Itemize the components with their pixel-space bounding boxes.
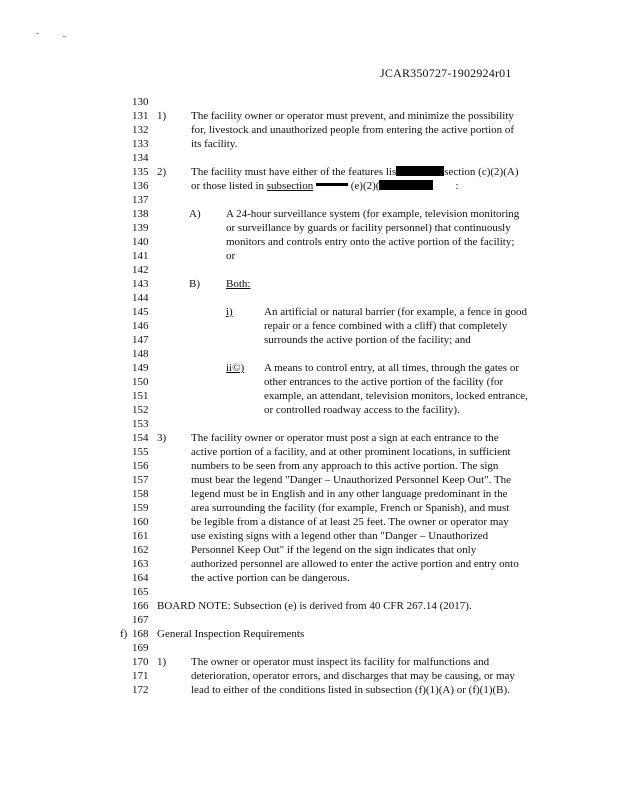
line-number: 132: [132, 124, 149, 136]
line-number: 141: [132, 250, 149, 262]
line-number: 170: [132, 656, 149, 668]
line-number: 163: [132, 558, 149, 570]
line-number: 171: [132, 670, 149, 682]
item-1-line: The facility owner or operator must prevent, and minimize the possibility: [191, 110, 514, 122]
line-number: 153: [132, 418, 149, 430]
line-number: 142: [132, 264, 149, 276]
line-number: 172: [132, 684, 149, 696]
section-f-title: General Inspection Requirements: [157, 628, 305, 640]
item-f1-line: The owner or operator must inspect its facility for malfunctions and: [191, 656, 490, 668]
line-number: 162: [132, 544, 149, 556]
line-number: 143: [132, 278, 149, 290]
item-1-line: for, livestock and unauthorized people from entering the active portion of: [191, 124, 515, 136]
line-number: 131: [132, 110, 149, 122]
item-2-text: (e)(2)(: [350, 180, 380, 192]
item-3-line: Personnel Keep Out" if the legend on the sign indicates that only: [191, 544, 477, 556]
line-number: 146: [132, 320, 149, 332]
item-a-line: or surveillance by guards or facility personnel) that continuously: [226, 222, 511, 234]
item-3-line: authorized personnel are allowed to enter the active portion and entry onto: [191, 558, 519, 570]
line-number: 144: [132, 292, 149, 304]
item-2-line-2: [191, 180, 459, 192]
item-a-line: A 24-hour surveillance system (for example, television monitoring: [226, 208, 520, 220]
item-f1-line: lead to either of the conditions listed in subsection (f)(1)(A) or (f)(1)(B).: [191, 684, 510, 696]
line-number: 136: [132, 180, 149, 192]
board-note: BOARD NOTE: Subsection (e) is derived from 40 CFR 267.14 (2017).: [157, 600, 472, 612]
line-number: 138: [132, 208, 149, 220]
line-number: 130: [132, 96, 149, 108]
item-2-text: :: [455, 180, 459, 192]
line-number: 158: [132, 488, 149, 500]
redaction-block: [379, 180, 433, 190]
line-number: 157: [132, 474, 149, 486]
item-1-line: its facility.: [191, 138, 238, 150]
item-3-line: The facility owner or operator must post a sign at each entrance to the: [191, 432, 499, 444]
line-number: 152: [132, 404, 149, 416]
redaction-block: [396, 166, 444, 176]
line-number: 150: [132, 376, 149, 388]
item-3-line: legend must be in English and in any other language predominant in the: [191, 488, 508, 500]
line-number: 133: [132, 138, 149, 150]
item-f1-line: deterioration, operator errors, and discharges that may be causing, or may: [191, 670, 515, 682]
item-ii-line: other entrances to the active portion of the facility (for: [264, 376, 504, 388]
line-number: 160: [132, 516, 149, 528]
item-i-line: An artificial or natural barrier (for example, a fence in good: [264, 306, 527, 318]
item-1-label: 1): [157, 110, 167, 122]
item-ii-label: ii©): [226, 362, 245, 374]
item-ii-line: example, an attendant, television monitors, locked entrance,: [264, 390, 528, 402]
item-3-line: numbers to be seen from any approach to this active portion. The sign: [191, 460, 499, 472]
redaction-block: [316, 183, 348, 186]
subsection-link: subsection: [266, 180, 314, 192]
line-number: 155: [132, 446, 149, 458]
item-2-text: or those listed in: [191, 180, 265, 192]
line-number: 165: [132, 586, 149, 598]
item-3-line: active portion of a facility, and at other prominent locations, in sufficient: [191, 446, 511, 458]
line-number: 164: [132, 572, 149, 584]
line-number: 148: [132, 348, 149, 360]
item-2-text: section (c)(2)(A): [444, 166, 519, 178]
line-number: 159: [132, 502, 149, 514]
line-number: 166: [132, 600, 149, 612]
item-3-line: be legible from a distance of at least 25 feet. The owner or operator may: [191, 516, 509, 528]
line-number: 149: [132, 362, 149, 374]
section-f-label: f): [120, 628, 128, 640]
line-number: 151: [132, 390, 149, 402]
item-i-line: repair or a fence combined with a cliff) that completely: [264, 320, 508, 332]
item-b-text: Both:: [226, 278, 251, 290]
item-i-label: i): [226, 306, 233, 318]
item-i-line: surrounds the active portion of the facility; and: [264, 334, 471, 346]
item-b-label: B): [189, 278, 200, 290]
item-2-line-1: [191, 166, 518, 178]
line-number: 137: [132, 194, 149, 206]
line-number: 154: [132, 432, 149, 444]
item-3-line: area surrounding the facility (for example, French or Spanish), and must: [191, 502, 510, 514]
document-id: JCAR350727-1902924r01: [380, 66, 512, 80]
item-a-label: A): [189, 208, 201, 220]
line-number: 169: [132, 642, 149, 654]
scan-mark: [36, 33, 39, 34]
item-3-line: the active portion can be dangerous.: [191, 572, 350, 584]
line-number: 167: [132, 614, 149, 626]
line-number: 139: [132, 222, 149, 234]
line-number: 134: [132, 152, 149, 164]
item-3-label: 3): [157, 432, 167, 444]
item-ii-line: A means to control entry, at all times, through the gates or: [264, 362, 519, 374]
item-2-text: The facility must have either of the features lis: [191, 166, 397, 178]
item-ii-line: or controlled roadway access to the facility).: [264, 404, 460, 416]
line-number: 140: [132, 236, 149, 248]
line-number: 156: [132, 460, 149, 472]
item-3-line: use existing signs with a legend other than "Danger – Unauthorized: [191, 530, 489, 542]
item-a-line: monitors and controls entry onto the active portion of the facility;: [226, 236, 515, 248]
item-3-line: must bear the legend "Danger – Unauthorized Personnel Keep Out". The: [191, 474, 512, 486]
scan-mark: [63, 36, 66, 37]
line-number: 147: [132, 334, 149, 346]
line-number: 145: [132, 306, 149, 318]
item-f1-label: 1): [157, 656, 167, 668]
line-number: 135: [132, 166, 149, 178]
item-a-line: or: [226, 250, 236, 262]
line-number: 161: [132, 530, 149, 542]
item-2-label: 2): [157, 166, 167, 178]
line-number: 168: [132, 628, 149, 640]
